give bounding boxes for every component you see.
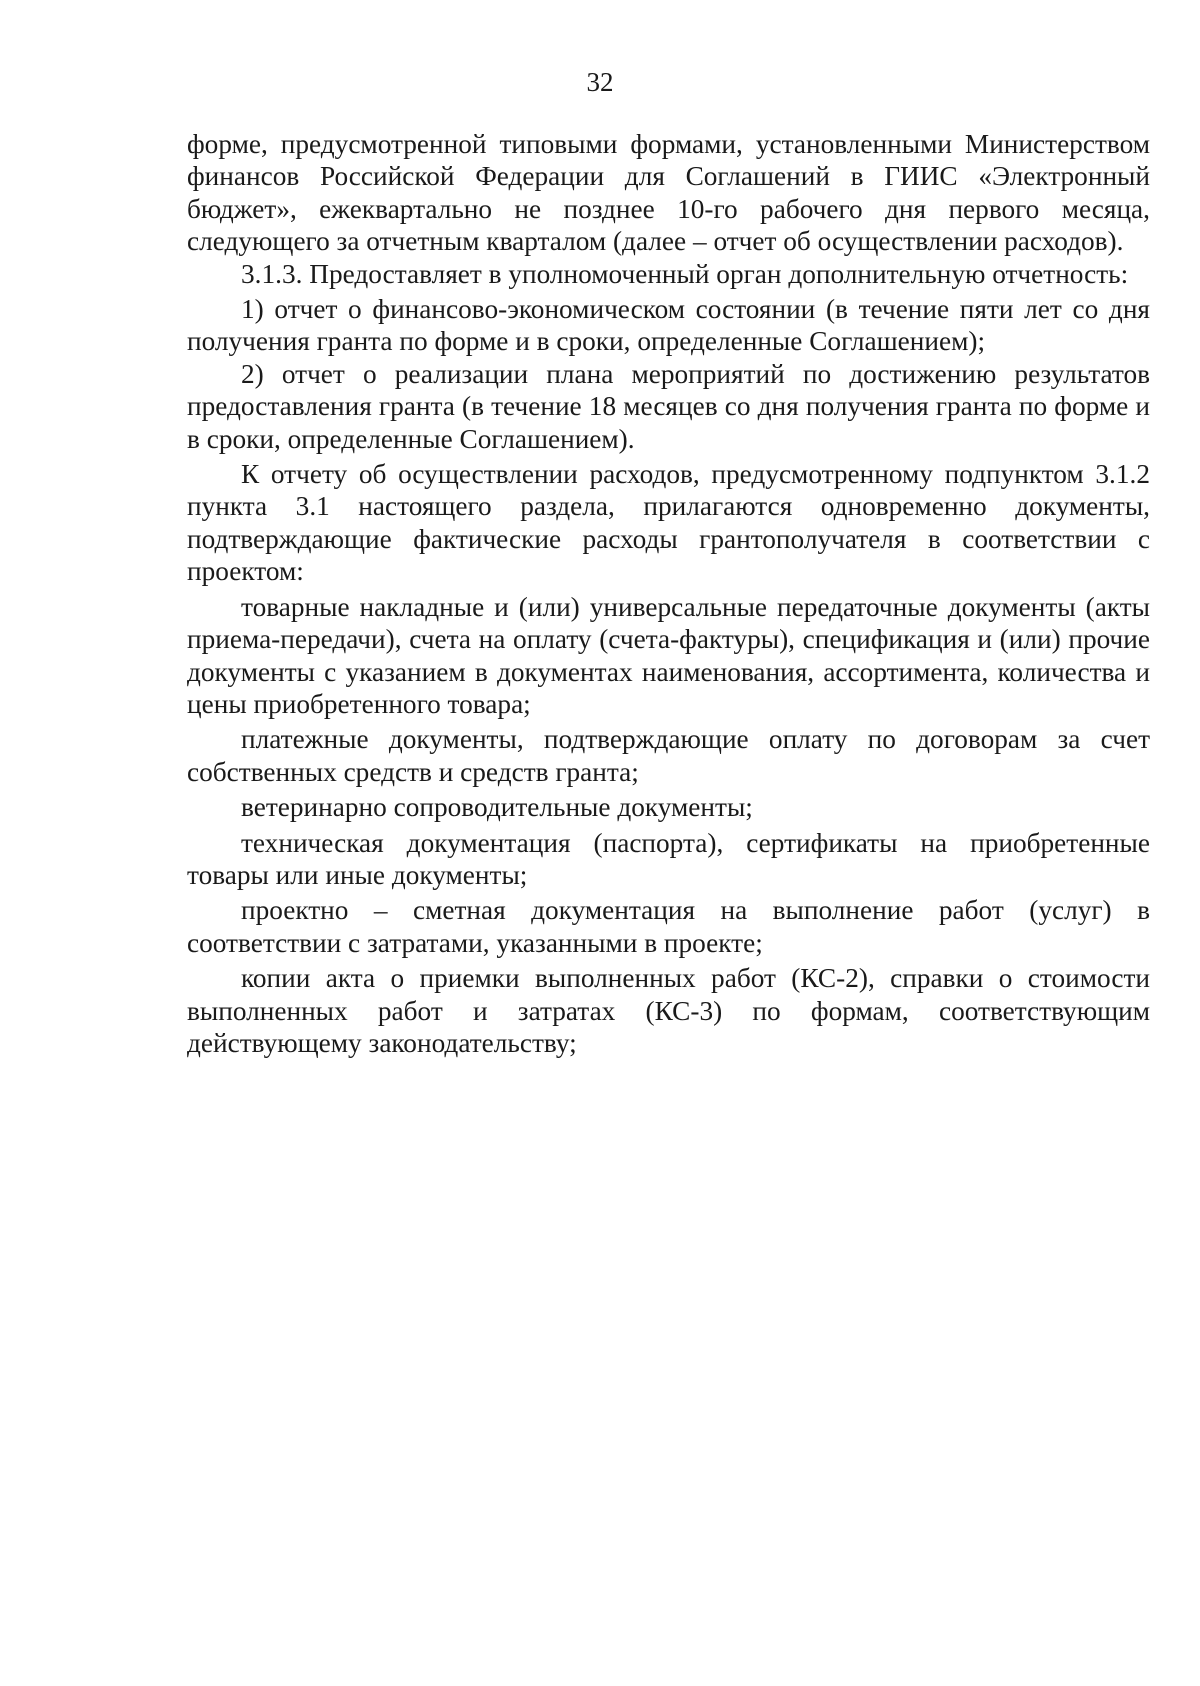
paragraph-additional-reporting: 3.1.3. Предоставляет в уполномоченный орган дополнительную отчетность: xyxy=(241,258,1129,289)
page-number: 32 xyxy=(586,67,614,97)
paragraph-action-plan-report: 2) отчет о реализации плана мероприятий по достижению результатов предоставления гранта (в течение 18 месяцев со дня получения гранта по форме и в сроки, определенные Соглашением). xyxy=(187,358,1150,454)
paragraph-payment-documents: платежные документы, подтверждающие оплату по договорам за счет собственных средств и средств гранта; xyxy=(187,724,1150,787)
paragraph-estimate-documentation: проектно – сметная документация на выполнение работ (услуг) в соответствии с затратами, указанными в проекте; xyxy=(187,895,1150,958)
paragraph-reporting-form: форме, предусмотренной типовыми формами, установленными Министерством финансов Российской Федерации для Соглашений в ГИИС «Электронный бюджет», ежеквартально не позднее 10-го рабочего дня первого месяца, следующего за отчетным кварталом (далее – отчет об осуществлении расходов). xyxy=(187,129,1150,257)
paragraph-financial-report: 1) отчет о финансово-экономическом состоянии (в течение пяти лет со дня получения гранта по форме и в сроки, определенные Соглашением); xyxy=(187,294,1150,357)
paragraph-acceptance-acts: копии акта о приемки выполненных работ (КС-2), справки о стоимости выполненных работ и затратах (КС-3) по формам, соответствующим действующему законодательству; xyxy=(187,963,1150,1058)
paragraph-expense-documents: К отчету об осуществлении расходов, предусмотренному подпунктом 3.1.2 пункта 3.1 настоящего раздела, прилагаются одновременно документы, подтверждающие фактические расходы грантополучателя в соответствии с проектом: xyxy=(187,459,1150,587)
paragraph-technical-documentation: техническая документация (паспорта), сертификаты на приобретенные товары или иные документы; xyxy=(187,827,1150,890)
paragraph-veterinary-documents: ветеринарно сопроводительные документы; xyxy=(241,792,753,823)
document-body xyxy=(187,128,1150,1059)
paragraph-waybills: товарные накладные и (или) универсальные передаточные документы (акты приема-передачи), счета на оплату (счета-фактуры), спецификация и (или) прочие документы с указанием в документах наименования, ассортимента, количества и цены приобретенного товара; xyxy=(187,591,1150,719)
